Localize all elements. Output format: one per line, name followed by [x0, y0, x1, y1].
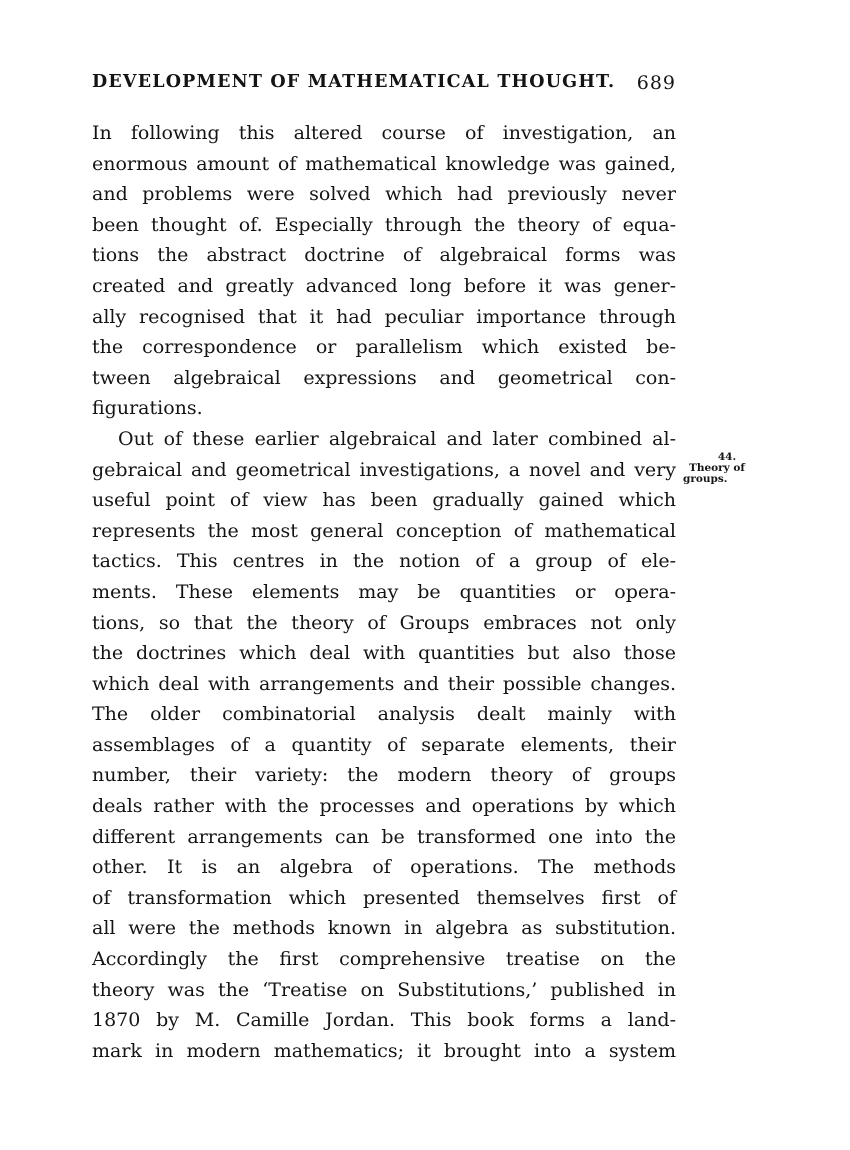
margin-note-number: 44.	[717, 451, 737, 463]
text-line: all were the methods known in algebra as substitution.	[92, 917, 676, 940]
text-line: figurations.	[92, 397, 203, 420]
text-line: In following this altered course of investigation, an	[92, 122, 676, 144]
text-line: gebraical and geometrical investigations, a novel and very	[92, 458, 676, 481]
margin-note	[683, 452, 763, 485]
text-line: assemblages of a quantity of separate elements, their	[92, 733, 676, 756]
text-line: useful point of view has been gradually gained which	[92, 489, 676, 512]
text-line: theory was the ‘Treatise on Substitutions,’ published in	[92, 978, 676, 1001]
text-line: and problems were solved which had previously never	[92, 183, 676, 206]
text-line: Out of these earlier algebraical and later combined al-	[118, 427, 676, 450]
text-line: The older combinatorial analysis dealt mainly with	[92, 703, 676, 726]
text-line: deals rather with the processes and operations by which	[92, 795, 676, 818]
text-line: represents the most general conception of mathematical	[92, 519, 676, 542]
text-line: ally recognised that it had peculiar importance through	[92, 305, 676, 328]
text-line: enormous amount of mathematical knowledge was gained,	[92, 152, 676, 175]
text-line: different arrangements can be transformed one into the	[92, 825, 676, 848]
margin-note-line: groups.	[683, 473, 728, 485]
text-line: mark in modern mathematics; it brought into a system	[92, 1039, 676, 1062]
text-line: created and greatly advanced long before it was gener-	[92, 274, 676, 297]
margin-note-line: Theory of	[689, 462, 745, 474]
text-line: the correspondence or parallelism which existed be-	[92, 336, 676, 359]
body-text	[92, 118, 676, 1066]
page-number: 689	[636, 72, 676, 94]
running-title: DEVELOPMENT OF MATHEMATICAL THOUGHT.	[92, 72, 616, 92]
text-line: been thought of. Especially through the theory of equa-	[92, 213, 676, 236]
text-line: number, their variety: the modern theory of groups	[92, 764, 676, 787]
text-line: 1870 by M. Camille Jordan. This book forms a land-	[92, 1009, 676, 1032]
running-head	[92, 72, 676, 102]
text-line: the doctrines which deal with quantities but also those	[92, 642, 676, 665]
text-line: tions, so that the theory of Groups embraces not only	[92, 611, 676, 634]
text-line: Accordingly the first comprehensive treatise on the	[92, 948, 676, 971]
text-line: other. It is an algebra of operations. The methods	[92, 856, 676, 879]
text-line: tactics. This centres in the notion of a group of ele-	[92, 550, 676, 573]
text-line: which deal with arrangements and their possible changes.	[92, 672, 676, 695]
text-line: tions the abstract doctrine of algebraical forms was	[92, 244, 676, 267]
text-line: of transformation which presented themselves first of	[92, 886, 676, 909]
text-line: ments. These elements may be quantities or opera-	[92, 580, 676, 603]
text-line: tween algebraical expressions and geometrical con-	[92, 366, 676, 389]
